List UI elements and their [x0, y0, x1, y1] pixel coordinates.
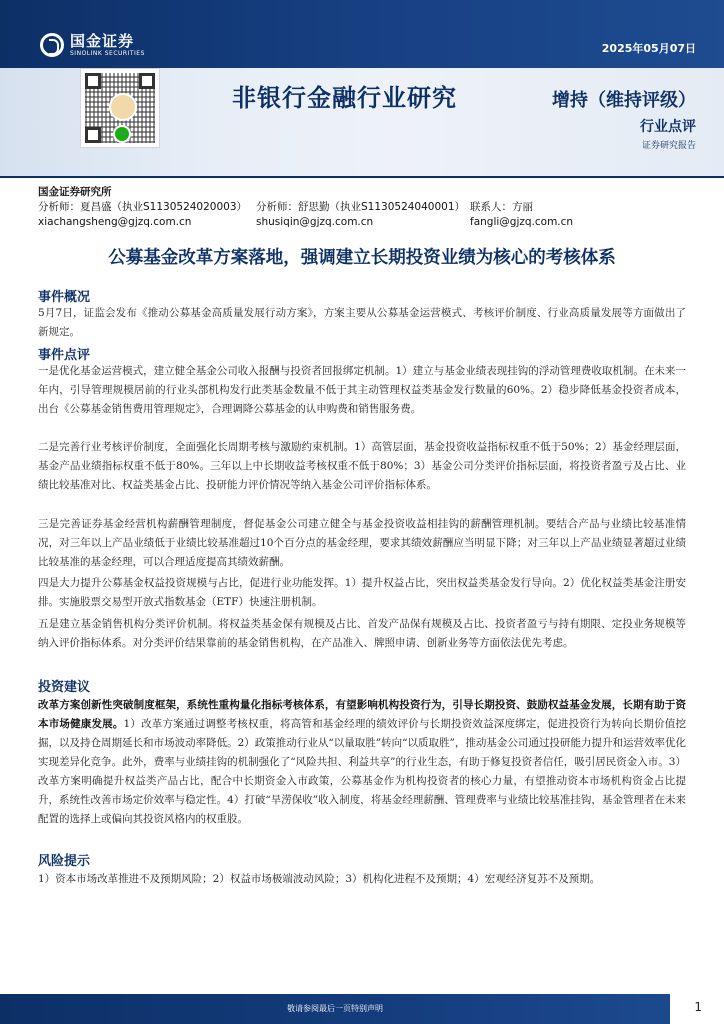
- analyst-block: [38, 184, 688, 230]
- advice-body: 1）改革方案通过调整考核权重，将高管和基金经理的绩效评价与长期投资效益深度绑定，促进投资行为转向长期价值挖掘，以及持仓周期延长和市场波动率降低。2）政策推动行业从“以量取胜”转向“以质取胜”，推动基金公司通过投研能力提升和运营效率优化实现差异化竞争。此外，费率与业绩挂钩的机制强化了“风险共担、利益共享”的行业生态，有助于修复投资者信任，吸引居民资金入市。3）改革方案明确提升权益类产品占比，配合中长期资金入市政策，公募基金作为机构投资者的核心力量，有望推动资本市场机构资金占比提升，系统性改善市场定价效率与稳定性。4）打破“旱涝保收”收入制度，将基金经理薪酬、管理费率与业绩比较基准挂钩，基金管理者在未来配置的选择上或偏向其投资风格内的权重股。: [38, 718, 686, 825]
- comment-paragraph-3: 三是完善证券基金经营机构薪酬管理制度，督促基金公司建立健全与基金投资收益相挂钩的薪酬管理机制。要结合产品与业绩比较基准情况，对三年以上产品业绩低于业绩比较基准超过10个百分点的基金经理，要求其绩效薪酬应当明显下降；对三年以上产品业绩显著超过业绩比较基准的基金经理，可以合理适度提高其绩效薪酬。: [38, 518, 686, 568]
- report-header: [0, 0, 724, 176]
- email-fang[interactable]: fangli@gjzq.com.cn: [470, 216, 574, 228]
- contact-fang: 联系人：方丽: [470, 201, 533, 213]
- industry-title: 非银行金融行业研究: [232, 84, 457, 112]
- section-heading-risk: 风险提示: [38, 854, 91, 869]
- qr-code-icon: [80, 68, 160, 148]
- analyst-row: [38, 200, 688, 215]
- logo-name-en: SINOLINK SECURITIES: [70, 49, 145, 57]
- comment-paragraph-1: 一是优化基金运营模式，建立健全基金公司收入报酬与投资者回报绑定机制。1）建立与基金业绩表现挂钩的浮动管理费收取机制。在未来一年内，引导管理规模居前的行业头部机构发行此类基金数量不低于其主动管理权益类基金发行数量的60%。2）稳步降低基金投资者成本，出台《公募基金销售费用管理规定》，合理调降公募基金的认申购费和销售服务费。: [38, 365, 687, 415]
- report-subtype: 证券研究报告: [641, 141, 696, 151]
- article-title: 公募基金改革方案落地，强调建立长期投资业绩为核心的考核体系: [108, 248, 616, 268]
- section-heading-overview: 事件概况: [38, 290, 91, 305]
- disclaimer-note: 敬请参阅最后一页特别声明: [287, 1004, 383, 1013]
- company-logo: [40, 30, 145, 60]
- section-heading-comment: 事件点评: [38, 348, 91, 363]
- email-xia[interactable]: xiachangsheng@gjzq.com.cn: [38, 216, 192, 228]
- advice-paragraph: [38, 696, 686, 829]
- section-heading-advice: 投资建议: [38, 680, 91, 695]
- overview-paragraph: 5月7日，证监会发布《推动公募基金高质量发展行动方案》，方案主要从公募基金运营模式、考核评价制度、行业高质量发展等方面做出了新规定。: [38, 307, 686, 338]
- research-institute: 国金证券研究所: [38, 186, 112, 198]
- rating-label: 增持（维持评级）: [552, 90, 696, 111]
- email-row: [38, 215, 688, 230]
- qr-center-logo-icon: [109, 93, 137, 121]
- logo-mark-icon: [40, 33, 64, 57]
- report-date: 2025年05月07日: [601, 42, 696, 55]
- report-type: 行业点评: [640, 119, 696, 135]
- logo-name-cn: 国金证券: [70, 31, 135, 50]
- comment-paragraph-5: 五是建立基金销售机构分类评价机制。将权益类基金保有规模及占比、首发产品保有规模及占比、投资者盈亏与持有期限、定投业务规模等纳入评价指标体系。对分类评价结果靠前的基金销售机构，在产品准入、牌照申请、创新业务等方面依法优先考虑。: [38, 618, 686, 649]
- analyst-xia: 分析师：夏昌盛（执业S1130524020003）: [38, 201, 248, 213]
- analyst-shu: 分析师：舒思勤（执业S1130524040001）: [256, 201, 466, 213]
- comment-paragraph-4: 四是大力提升公募基金权益投资规模与占比，促进行业功能发挥。1）提升权益占比，突出权益类基金发行导向。2）优化权益类基金注册安排。实施股票交易型开放式指数基金（ETF）快速注册机制。: [38, 577, 686, 608]
- page-footer: [0, 994, 724, 1024]
- email-shu[interactable]: shusiqin@gjzq.com.cn: [256, 216, 374, 228]
- page-number: 1: [694, 1000, 702, 1014]
- risk-paragraph: 1）资本市场改革推进不及预期风险；2）权益市场极端波动风险；3）机构化进程不及预期；4）宏观经济复苏不及预期。: [38, 873, 601, 885]
- header-divider: [0, 176, 724, 178]
- advice-bold-lead: 改革方案创新性突破制度框架，系统性重构量化指标考核体系，有望影响机构投资行为，引导长期投资、鼓励权益基金发展，长期有助于资本市场健康发展。: [38, 699, 686, 730]
- comment-paragraph-2: 二是完善行业考核评价制度，全面强化长周期考核与激励约束机制。1）高管层面，基金投资收益指标权重不低于50%；2）基金经理层面，基金产品业绩指标权重不低于80%。三年以上中长期收益考核权重不低于80%；3）基金公司分类评价指标层面，将投资者盈亏及占比、业绩比较基准对比、权益类基金占比、投研能力评价情况等纳入基金公司评价指标体系。: [38, 441, 686, 491]
- wechat-icon: [113, 125, 131, 143]
